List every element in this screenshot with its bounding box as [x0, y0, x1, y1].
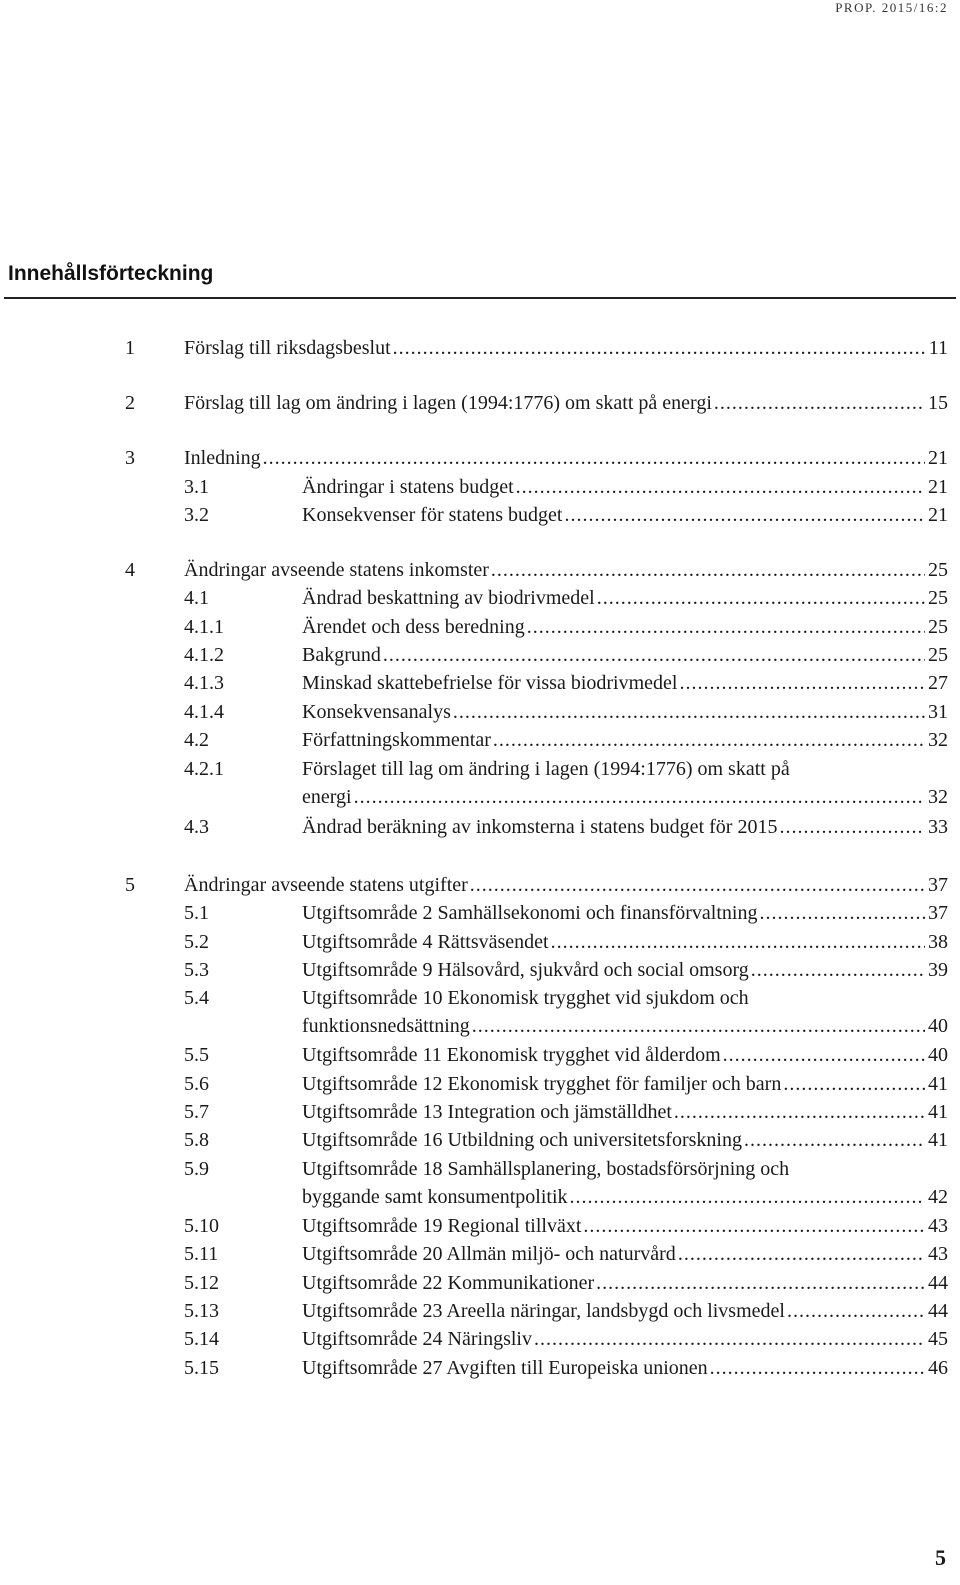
toc-entry-title-line1: Utgiftsområde 10 Ekonomisk trygghet vid sjukdom och: [302, 987, 749, 1009]
toc-entry-number: 4.1.3: [184, 672, 224, 694]
dot-leader: [393, 334, 926, 362]
dot-leader: [491, 556, 925, 584]
toc-entry-title: Utgiftsområde 22 Kommunikationer: [302, 1272, 595, 1294]
toc-entry-number: 4.1.2: [184, 644, 224, 666]
toc-entry-number: 1: [125, 337, 135, 359]
toc-entry-number: 4: [125, 559, 135, 581]
toc-entry-title: Minskad skattebefrielse för vissa biodrivmedel: [302, 672, 678, 694]
toc-entry-title: byggande samt konsumentpolitik: [302, 1186, 568, 1208]
toc-entry-page: 11: [928, 337, 948, 359]
toc-entry-title: Förslag till lag om ändring i lagen (1994:1776) om skatt på energi: [184, 392, 712, 414]
dot-leader: [354, 783, 925, 811]
toc-entry-number: 5.4: [184, 987, 209, 1009]
toc-entry-title: Ändringar i statens budget: [302, 476, 514, 498]
toc-entry-page: 37: [928, 902, 948, 924]
toc-entry-title: Författningskommentar: [302, 729, 491, 751]
toc-entry-page: 25: [928, 644, 948, 666]
dot-leader: [472, 1012, 925, 1040]
dot-leader: [383, 641, 925, 669]
toc-entry-title: Ärendet och dess beredning: [302, 616, 525, 638]
toc-entry-number: 4.2: [184, 729, 209, 751]
toc-entry-page: 42: [928, 1186, 948, 1208]
dot-leader: [674, 1098, 925, 1126]
heading-rule: [4, 297, 956, 299]
toc-entry-number: 5.9: [184, 1158, 209, 1180]
toc-entry-title: Förslag till riksdagsbeslut: [184, 337, 391, 359]
toc-entry-title: Utgiftsområde 16 Utbildning och universitetsforskning: [302, 1129, 742, 1151]
toc-entry-number: 5.5: [184, 1044, 209, 1066]
toc-entry-title: Utgiftsområde 13 Integration och jämställdhet: [302, 1101, 672, 1123]
toc-entry-page: 32: [928, 786, 948, 808]
toc-entry-title: Utgiftsområde 19 Regional tillväxt: [302, 1215, 582, 1237]
toc-entry-number: 5.2: [184, 931, 209, 953]
dot-leader: [744, 1126, 925, 1154]
dot-leader: [527, 613, 925, 641]
toc-entry-number: 4.1.4: [184, 701, 224, 723]
toc-entry-page: 33: [928, 816, 948, 838]
toc-entry-title: Ändringar avseende statens inkomster: [184, 559, 489, 581]
dot-leader: [596, 1269, 925, 1297]
dot-leader: [516, 473, 925, 501]
dot-leader: [551, 928, 925, 956]
toc-entry-title: Utgiftsområde 23 Areella näringar, landsbygd och livsmedel: [302, 1300, 785, 1322]
dot-leader: [583, 1212, 925, 1240]
toc-entry-page: 25: [928, 559, 948, 581]
toc-entry-page: 15: [928, 392, 948, 414]
toc-entry-number: 5.6: [184, 1073, 209, 1095]
toc-entry-number: 5.11: [184, 1243, 219, 1265]
toc-entry-number: 5.12: [184, 1272, 219, 1294]
toc-entry-title: Ändrad beskattning av biodrivmedel: [302, 587, 595, 609]
toc-entry-number: 3.1: [184, 476, 209, 498]
toc-entry-number: 4.3: [184, 816, 209, 838]
toc-entry-page: 46: [928, 1357, 948, 1379]
toc-entry-number: 3: [125, 447, 135, 469]
dot-leader: [710, 1354, 925, 1382]
toc-entry-title: Inledning: [184, 447, 261, 469]
toc-entry-title: Ändringar avseende statens utgifter: [184, 874, 468, 896]
toc-entry-title: Utgiftsområde 4 Rättsväsendet: [302, 931, 549, 953]
toc-entry-page: 25: [928, 616, 948, 638]
toc-entry-title-line1: Utgiftsområde 18 Samhällsplanering, bostadsförsörjning och: [302, 1158, 790, 1180]
toc-entry-title: Utgiftsområde 27 Avgiften till Europeiska unionen: [302, 1357, 708, 1379]
toc-entry-number: 5.8: [184, 1129, 209, 1151]
toc-entry-page: 43: [928, 1215, 948, 1237]
toc-entry-page: 44: [928, 1300, 948, 1322]
toc-entry-page: 40: [928, 1015, 948, 1037]
toc-entry-title: Utgiftsområde 2 Samhällsekonomi och finansförvaltning: [302, 902, 758, 924]
toc-entry-page: 21: [928, 504, 948, 526]
page-number: 5: [935, 1545, 946, 1570]
dot-leader: [679, 669, 925, 697]
toc-entry-number: 5.1: [184, 902, 209, 924]
toc-entry-title: Bakgrund: [302, 644, 381, 666]
toc-entry-title: funktionsnedsättning: [302, 1015, 470, 1037]
dot-leader: [534, 1325, 925, 1353]
toc-entry-page: 21: [928, 476, 948, 498]
toc-entry-title: energi: [302, 786, 352, 808]
dot-leader: [453, 698, 925, 726]
toc-entry-page: 25: [928, 587, 948, 609]
dot-leader: [751, 956, 925, 984]
toc-entry-number: 2: [125, 392, 135, 414]
dot-leader: [470, 871, 925, 899]
toc-entry-title: Utgiftsområde 24 Näringsliv: [302, 1328, 532, 1350]
toc-entry-page: 37: [928, 874, 948, 896]
toc-entry-title: Utgiftsområde 11 Ekonomisk trygghet vid ålderdom: [302, 1044, 721, 1066]
toc-entry-number: 5.10: [184, 1215, 219, 1237]
dot-leader: [723, 1041, 925, 1069]
toc-entry-page: 32: [928, 729, 948, 751]
toc-entry-page: 27: [928, 672, 948, 694]
dot-leader: [263, 444, 925, 472]
document-header: PROP. 2015/16:2: [835, 0, 948, 15]
toc-entry-page: 41: [928, 1129, 948, 1151]
toc-entry-title: Ändrad beräkning av inkomsterna i statens budget för 2015: [302, 816, 778, 838]
toc-entry-number: 5: [125, 874, 135, 896]
dot-leader: [678, 1240, 925, 1268]
toc-entry-page: 21: [928, 447, 948, 469]
toc-entry-number: 5.7: [184, 1101, 209, 1123]
dot-leader: [787, 1297, 925, 1325]
dot-leader: [714, 389, 925, 417]
toc-entry-number: 3.2: [184, 504, 209, 526]
dot-leader: [597, 584, 925, 612]
toc-entry-number: 4.2.1: [184, 758, 224, 780]
toc-entry-number: 5.14: [184, 1328, 219, 1350]
dot-leader: [565, 501, 926, 529]
toc-heading: Innehållsförteckning: [8, 262, 214, 285]
toc-entry-page: 41: [928, 1101, 948, 1123]
toc-entry-number: 4.1.1: [184, 616, 224, 638]
toc-entry-page: 39: [928, 959, 948, 981]
toc-entry-page: 41: [928, 1073, 948, 1095]
dot-leader: [779, 813, 925, 841]
toc-entry-page: 44: [928, 1272, 948, 1294]
toc-entry-title: Utgiftsområde 20 Allmän miljö- och naturvård: [302, 1243, 676, 1265]
toc-entry-number: 4.1: [184, 587, 209, 609]
toc-entry-title: Konsekvenser för statens budget: [302, 504, 563, 526]
toc-entry-number: 5.3: [184, 959, 209, 981]
dot-leader: [570, 1183, 925, 1211]
toc-entry-title-line1: Förslaget till lag om ändring i lagen (1994:1776) om skatt på: [302, 758, 790, 780]
dot-leader: [783, 1070, 925, 1098]
toc-entry-page: 43: [928, 1243, 948, 1265]
toc-entry-title: Utgiftsområde 9 Hälsovård, sjukvård och social omsorg: [302, 959, 749, 981]
toc-entry-title: Konsekvensanalys: [302, 701, 451, 723]
dot-leader: [493, 726, 925, 754]
toc-entry-page: 40: [928, 1044, 948, 1066]
toc-entry-title: Utgiftsområde 12 Ekonomisk trygghet för familjer och barn: [302, 1073, 782, 1095]
toc-entry-page: 45: [928, 1328, 948, 1350]
toc-entry-page: 38: [928, 931, 948, 953]
dot-leader: [759, 899, 925, 927]
toc-entry-number: 5.15: [184, 1357, 219, 1379]
toc-entry-number: 5.13: [184, 1300, 219, 1322]
toc-entry-page: 31: [928, 701, 948, 723]
